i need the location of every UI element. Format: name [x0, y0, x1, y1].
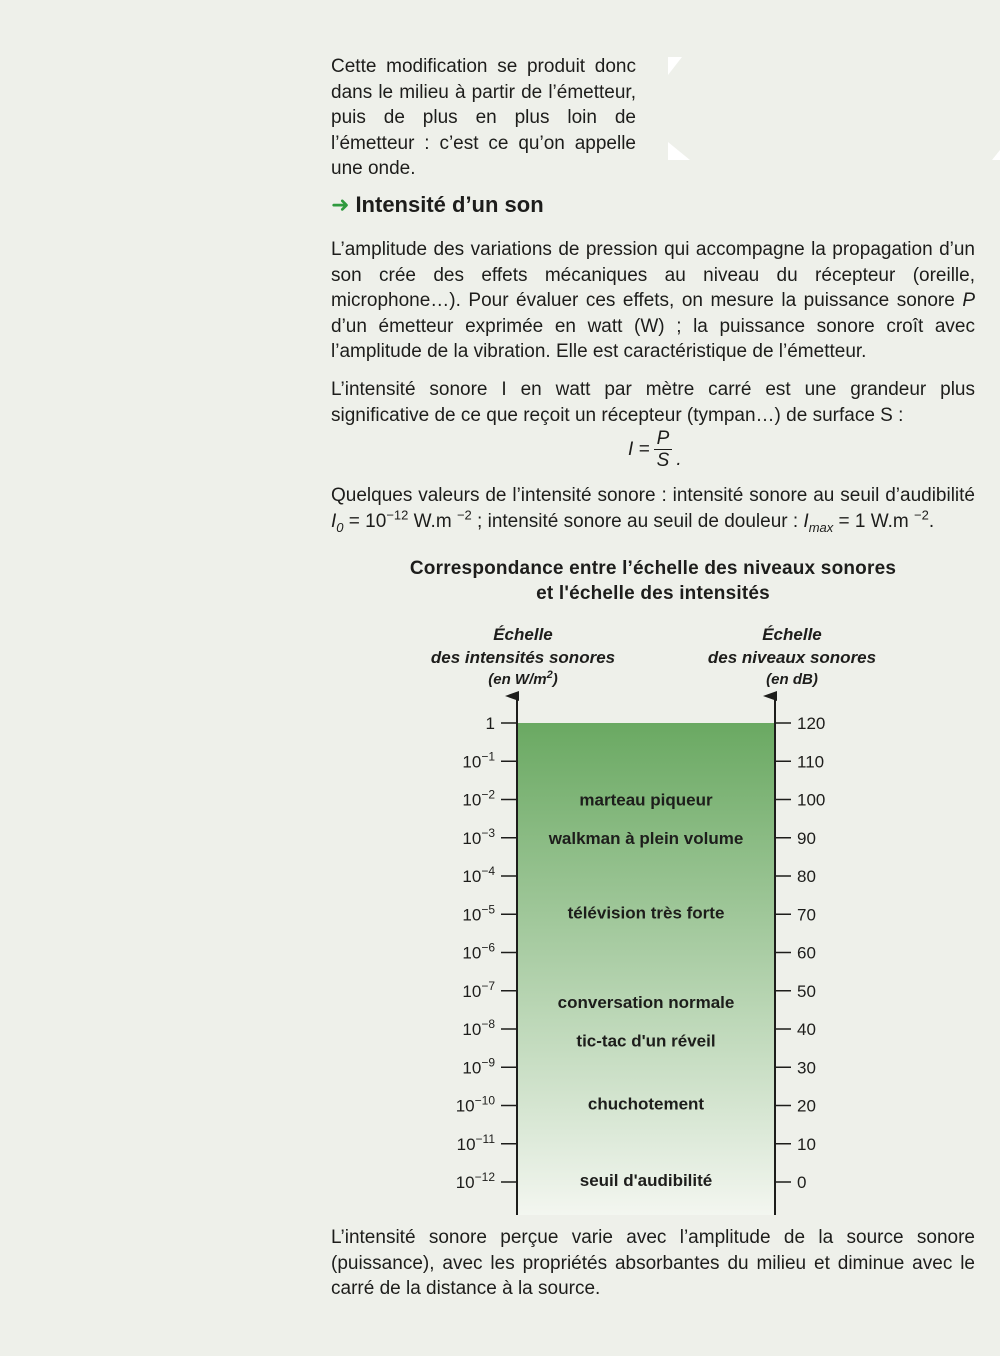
right-tick-label: 70 [797, 905, 816, 925]
intensity-formula: I = $\frac{P}{S}$ . [628, 428, 682, 471]
paragraph-intensity: L’intensité sonore I en watt par mètre carré est une grandeur plus significative de ce que reçoit un récepteur (tympan…) de surface S : [331, 379, 975, 426]
left-tick-label: $10^{-2}$ [462, 787, 495, 810]
right-tick-label: 100 [797, 790, 826, 810]
right-tick-label: 90 [797, 828, 816, 848]
left-tick-label: $10^{-7}$ [462, 978, 495, 1001]
left-tick-label: $10^{-11}$ [456, 1131, 495, 1154]
right-tick-label: 30 [797, 1058, 816, 1078]
sound-source-label: marteau piqueur [579, 790, 713, 810]
left-tick-label: $10^{-8}$ [462, 1017, 495, 1039]
right-axis-title: des niveaux sonores [707, 648, 877, 667]
right-tick-label: 60 [797, 943, 816, 963]
right-axis-unit: (en dB) [766, 671, 818, 688]
left-tick-label: $10^{-4}$ [462, 864, 495, 886]
right-tick-label: 110 [797, 752, 825, 772]
paragraph-values: Quelques valeurs de l’intensité sonore : intensité sonore au seuil d’audibilité $I_0 = 10^{-12}$ W.m $^{-2}$ ; intensité sonore au seuil de douleur : $I_{max} = 1$ W.m $^{-2}$. [331, 485, 975, 535]
left-tick-label: $10^{-10}$ [455, 1093, 495, 1116]
paragraph-power: L’amplitude des variations de pression qui accompagne la propagation d’un son crée des effets mécaniques au niveau du récepteur (oreille, microphone…). Pour évaluer ces effets, on mesure la puissance sonore P d’un émetteur exprimée en watt (W) ; la puissance sonore croît avec l’amplitude de la vibration. Elle est caractéristique de l’émetteur. [331, 239, 975, 362]
right-axis-title: Échelle [762, 625, 822, 644]
left-tick-label: $10^{-1}$ [462, 749, 495, 772]
right-tick-label: 50 [797, 981, 816, 1001]
intro-paragraph: Cette modification se produit donc dans le milieu à partir de l’émetteur, puis de plus en plus loin de l’émetteur : c’est ce qu’on appelle une onde. [331, 56, 636, 179]
left-axis-title: Échelle [493, 625, 553, 644]
right-tick-label: 80 [797, 867, 816, 886]
sound-source-label: walkman à plein volume [548, 828, 744, 848]
left-tick-label: $10^{-6}$ [462, 940, 495, 963]
sound-source-label: télévision très forte [567, 903, 725, 923]
sound-source-label: chuchotement [587, 1094, 705, 1114]
right-tick-label: 120 [797, 714, 826, 733]
right-tick-label: 0 [797, 1173, 807, 1192]
left-axis-title: des intensités sonores [430, 648, 616, 667]
left-tick-label: $10^{-9}$ [462, 1055, 495, 1078]
left-tick-label: $10^{-3}$ [462, 825, 495, 848]
sound-source-label: tic-tac d'un réveil [576, 1031, 716, 1051]
right-arrow-icon: ➜ [331, 192, 350, 217]
right-tick-label: 40 [797, 1020, 816, 1039]
left-tick-label: 1 [485, 714, 495, 733]
chart-title: Correspondance entre l’échelle des niveaux sonores et l'échelle des intensités [409, 558, 897, 604]
right-tick-label: 10 [797, 1134, 816, 1154]
right-tick-label: 20 [797, 1096, 816, 1116]
section-heading-text: Intensité d’un son [355, 192, 544, 217]
sound-source-label: conversation normale [557, 993, 735, 1013]
paragraph-conclusion: L’intensité sonore perçue varie avec l’amplitude de la source sonore (puissance), avec les propriétés absorbantes du milieu et diminue avec le carré de la distance à la source. [331, 1227, 975, 1299]
left-axis-unit: (en $W/m^2$) [488, 669, 558, 688]
sound-source-label: seuil d'audibilité [579, 1171, 713, 1191]
left-tick-label: $10^{-5}$ [462, 902, 495, 925]
left-tick-label: $10^{-12}$ [455, 1170, 495, 1192]
